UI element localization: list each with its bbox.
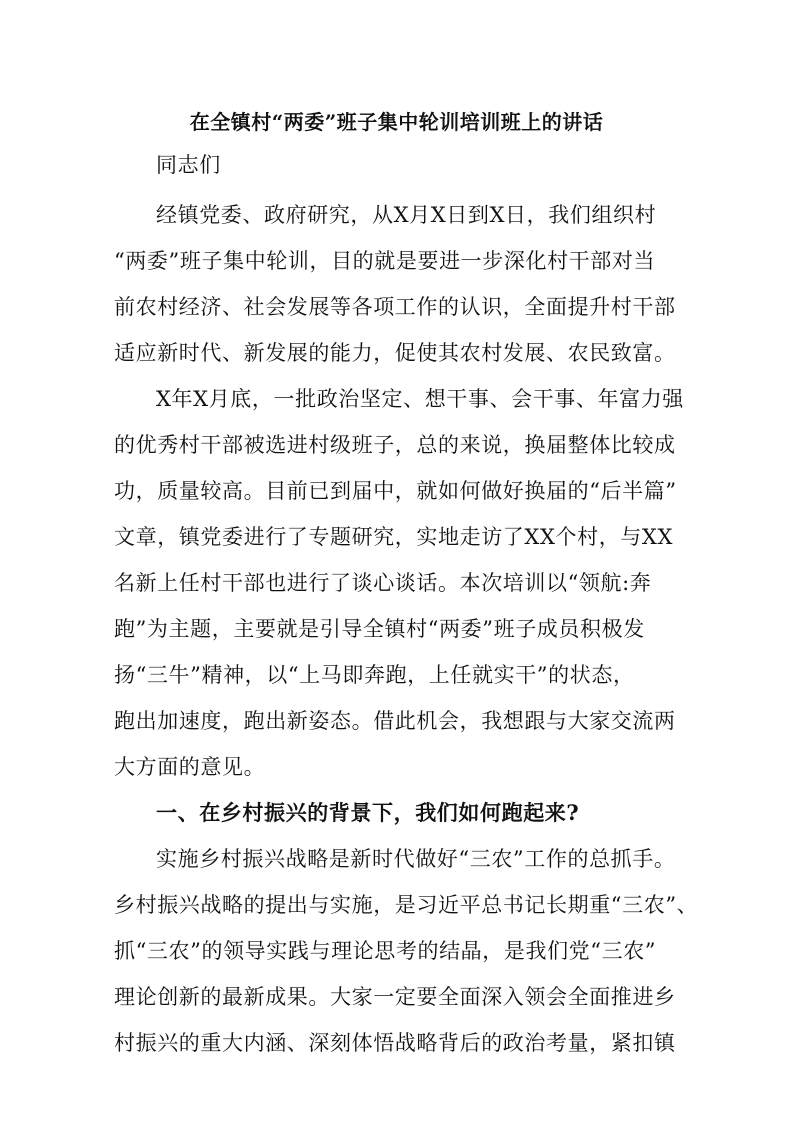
paragraph-3-line-5: 村振兴的重大内涵、深刻体悟战略背后的政治考量，紧扣镇 <box>114 1031 676 1055</box>
section-1-heading: 一、在乡村振兴的背景下，我们如何跑起来? <box>156 800 580 825</box>
paragraph-2-line-6: 跑”为主题，主要就是引导全镇村“两委”班子成员积极发 <box>114 617 645 641</box>
salutation: 同志们 <box>156 153 221 177</box>
paragraph-3-line-3: 抓“三农”的领导实践与理论思考的结晶，是我们党“三农” <box>114 939 657 963</box>
document-title: 在全镇村“两委”班子集中轮训培训班上的讲话 <box>189 110 604 134</box>
paragraph-2-line-8: 跑出加速度，跑出新姿态。借此机会，我想跟与大家交流两 <box>114 709 676 733</box>
paragraph-1-line-3: 前农村经济、社会发展等各项工作的认识，全面提升村干部 <box>114 295 676 319</box>
paragraph-3-line-2: 乡村振兴战略的提出与实施，是习近平总书记长期重“三农”、 <box>114 893 699 917</box>
paragraph-2-line-5: 名新上任村干部也进行了谈心谈话。本次培训以“领航:奔 <box>114 571 652 595</box>
paragraph-3-line-4: 理论创新的最新成果。大家一定要全面深入领会全面推进乡 <box>114 985 676 1009</box>
paragraph-1-line-2: “两委”班子集中轮训，目的就是要进一步深化村干部对当 <box>114 249 656 273</box>
paragraph-1-line-1: 经镇党委、政府研究，从X月X日到X日，我们组织村 <box>156 203 657 227</box>
paragraph-2-line-7: 扬“三牛”精神，以“上马即奔跑，上任就实干”的状态， <box>114 663 635 687</box>
paragraph-2-line-1: X年X月底，一批政治坚定、想干事、会干事、年富力强 <box>156 387 684 411</box>
paragraph-2-line-9: 大方面的意见。 <box>114 755 266 779</box>
paragraph-2-line-4: 文章，镇党委进行了专题研究，实地走访了XX个村，与XX <box>114 525 673 549</box>
paragraph-3-line-1: 实施乡村振兴战略是新时代做好“三农”工作的总抓手。 <box>156 847 676 871</box>
paragraph-2-line-3: 功，质量较高。目前已到届中，就如何做好换届的“后半篇” <box>114 479 677 503</box>
paragraph-2-line-2: 的优秀村干部被选进村级班子，总的来说，换届整体比较成 <box>114 433 676 457</box>
paragraph-1-line-4: 适应新时代、新发展的能力，促使其农村发展、农民致富。 <box>114 341 676 365</box>
